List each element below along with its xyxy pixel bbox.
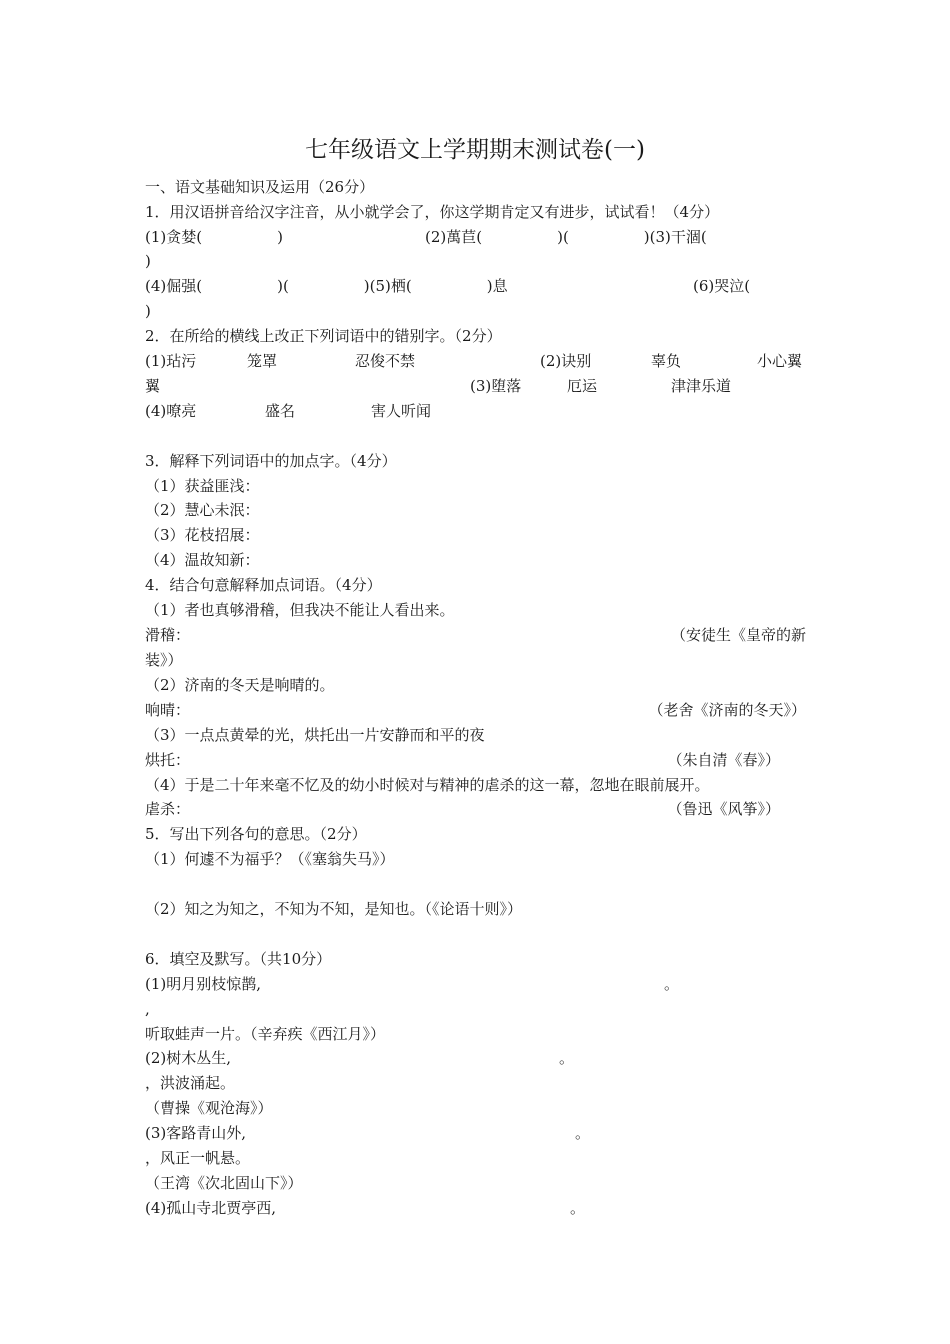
q4-source: （鲁迅《风筝》） bbox=[667, 800, 780, 818]
q4-source: （安徒生《皇帝的新 bbox=[670, 626, 806, 644]
q5-sentence: （2）知之为知之，不知为不知，是知也。（《论语十则》） bbox=[145, 900, 523, 918]
q1-item-1: (1)贪婪( ) bbox=[145, 228, 283, 246]
q4-source-wrap: 装》） bbox=[145, 651, 183, 669]
q6-mark: 。 bbox=[559, 1049, 575, 1067]
q2-word: 害人听闻 bbox=[371, 402, 432, 420]
q6-mark: 。 bbox=[575, 1124, 591, 1142]
q2-word: (2)诀别 bbox=[540, 352, 592, 370]
q2-word: 小心翼 bbox=[757, 352, 803, 370]
q1-item-4-5: (4)倔强( )( )(5)栖( )息 bbox=[145, 277, 508, 295]
q3-item: （1）获益匪浅： bbox=[145, 477, 260, 495]
q4-prompt: 4．结合句意解释加点词语。（4分） bbox=[145, 576, 382, 594]
q6-source: （曹操《观沧海》） bbox=[145, 1099, 273, 1117]
q2-word: (3)堕落 bbox=[470, 377, 522, 395]
q4-sentence: （3）一点点黄晕的光，烘托出一片安静而和平的夜 bbox=[145, 726, 485, 744]
q6-mark: , bbox=[145, 1000, 150, 1018]
q6-prompt: 6．填空及默写。（共10分） bbox=[145, 950, 332, 968]
q1-prompt: 1．用汉语拼音给汉字注音，从小就学会了，你这学期肯定又有进步，试试看！（4分） bbox=[145, 203, 720, 221]
q3-prompt: 3．解释下列词语中的加点字。（4分） bbox=[145, 452, 397, 470]
q4-sentence: （1）者也真够滑稽，但我决不能让人看出来。 bbox=[145, 601, 455, 619]
q2-word: (1)玷污 bbox=[145, 352, 197, 370]
q1-wrap-2: ) bbox=[145, 302, 151, 320]
q3-item: （2）慧心未泯： bbox=[145, 501, 260, 519]
q1-wrap: ) bbox=[145, 252, 151, 270]
q4-source: （老舍《济南的冬天》） bbox=[648, 701, 806, 719]
q6-mark: 。 bbox=[570, 1199, 586, 1217]
page-title: 七年级语文上学期期末测试卷(一) bbox=[305, 137, 645, 163]
q6-line: ，风正一帆悬。 bbox=[145, 1149, 251, 1167]
q3-item: （4）温故知新： bbox=[145, 551, 260, 569]
q2-word: 厄运 bbox=[567, 377, 598, 395]
q6-line: 听取蛙声一片。（辛弃疾《西江月》） bbox=[145, 1025, 386, 1043]
q6-line: (1)明月别枝惊鹊, bbox=[145, 975, 262, 993]
q1-item-2-3: (2)萬苣( )( )(3)干涸( bbox=[425, 228, 707, 246]
q6-mark: 。 bbox=[664, 975, 680, 993]
q6-line: ，洪波涌起。 bbox=[145, 1074, 236, 1092]
q4-sentence: （2）济南的冬天是响晴的。 bbox=[145, 676, 335, 694]
q4-word: 滑稽： bbox=[145, 626, 191, 644]
q2-word: 盛名 bbox=[265, 402, 296, 420]
q3-item: （3）花枝招展： bbox=[145, 526, 260, 544]
q6-line: (2)树木丛生, bbox=[145, 1049, 232, 1067]
q1-item-6: (6)哭泣( bbox=[693, 277, 751, 295]
section-heading: 一、语文基础知识及运用（26分） bbox=[145, 178, 375, 196]
q2-word: 津津乐道 bbox=[671, 377, 732, 395]
q6-line: (3)客路青山外, bbox=[145, 1124, 247, 1142]
q2-word: 辜负 bbox=[651, 352, 682, 370]
q5-sentence: （1）何遽不为福乎？（《塞翁失马》） bbox=[145, 850, 395, 868]
q6-line: (4)孤山寺北贾亭西, bbox=[145, 1199, 277, 1217]
q2-word: (4)嘹亮 bbox=[145, 402, 197, 420]
q6-source: （王湾《次北固山下》） bbox=[145, 1174, 303, 1192]
q4-word: 响晴： bbox=[145, 701, 191, 719]
q4-source: （朱自清《春》） bbox=[667, 751, 780, 769]
q2-word: 翼 bbox=[145, 377, 161, 395]
q2-prompt: 2．在所给的横线上改正下列词语中的错别字。（2分） bbox=[145, 327, 502, 345]
q4-word: 虐杀： bbox=[145, 800, 191, 818]
q5-prompt: 5．写出下列各句的意思。（2分） bbox=[145, 825, 367, 843]
q4-word: 烘托： bbox=[145, 751, 191, 769]
q4-sentence: （4）于是二十年来毫不忆及的幼小时候对与精神的虐杀的这一幕，忽地在眼前展开。 bbox=[145, 776, 710, 794]
q2-word: 笼罩 bbox=[247, 352, 278, 370]
q2-word: 忍俊不禁 bbox=[355, 352, 416, 370]
